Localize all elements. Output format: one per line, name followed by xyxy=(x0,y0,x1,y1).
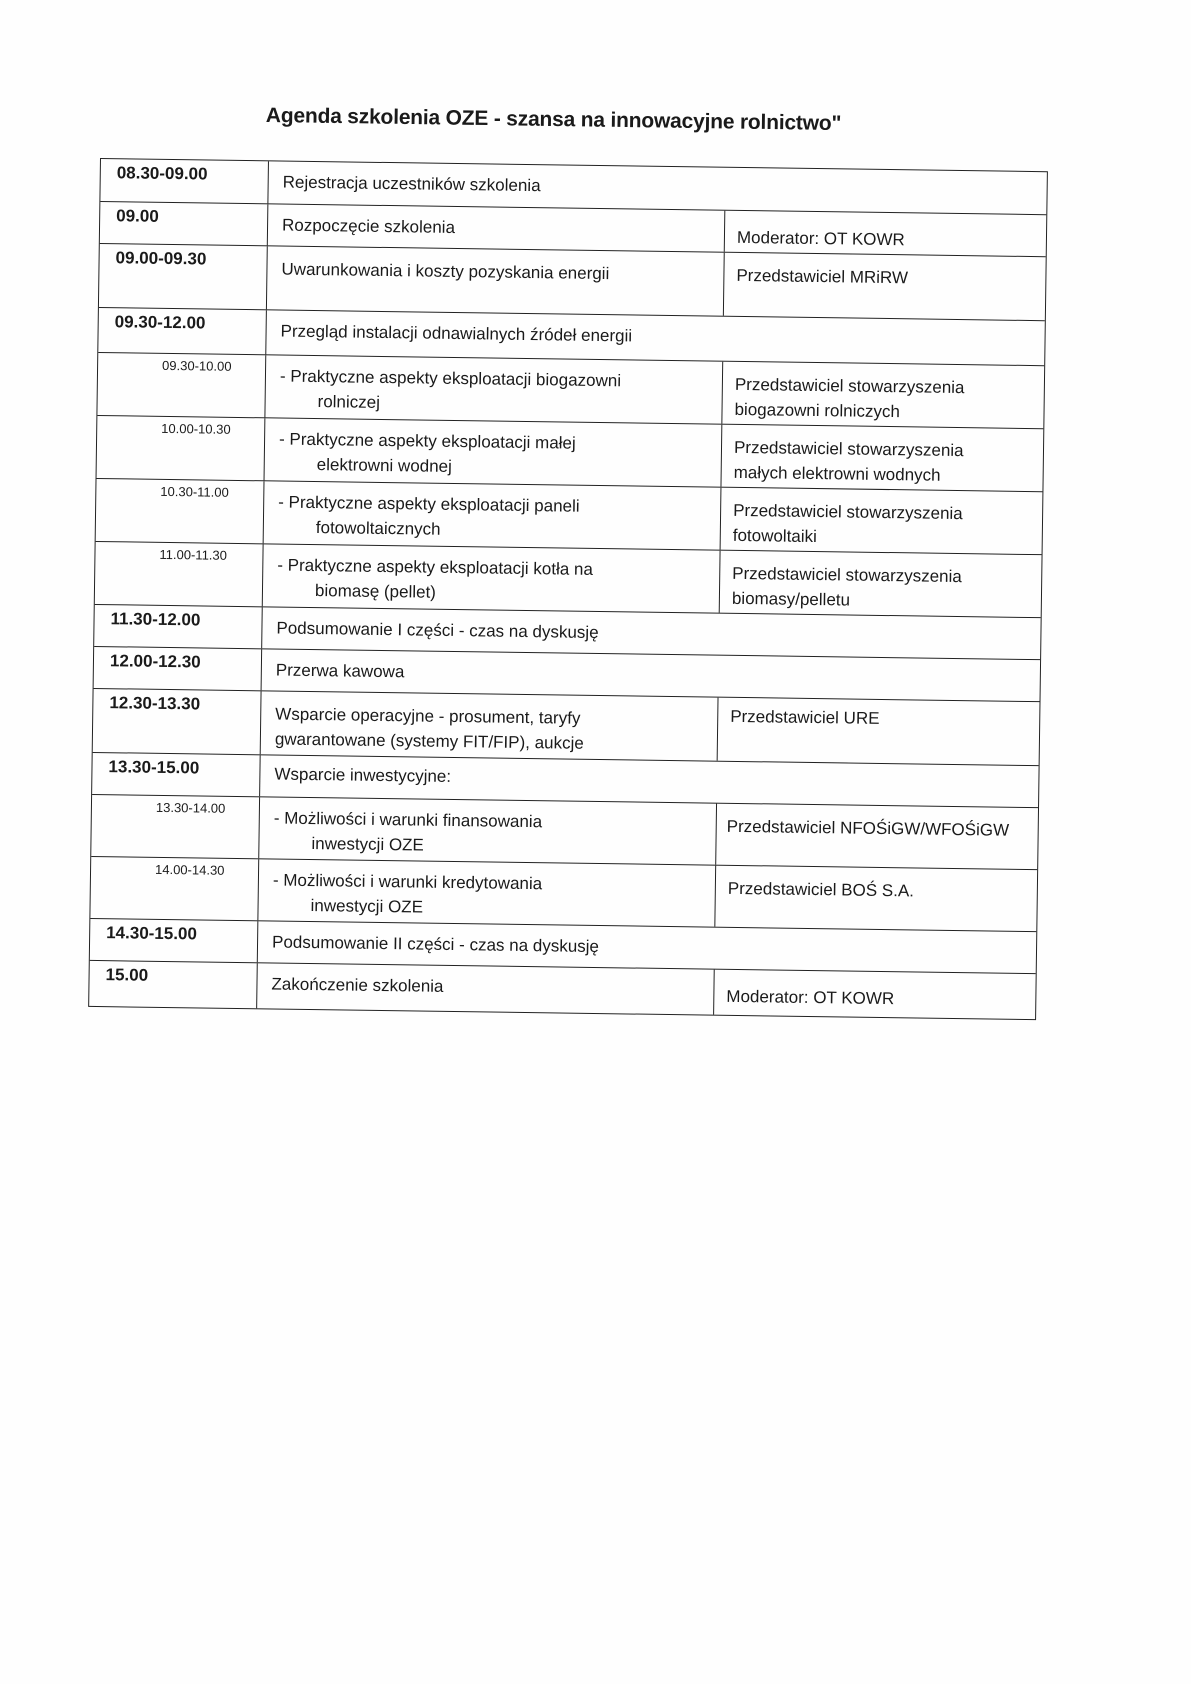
agenda-row xyxy=(95,541,1042,617)
description-cell: Uwarunkowania i koszty pozyskania energii xyxy=(281,259,610,284)
time-cell: 11.00-11.30 xyxy=(95,542,264,606)
description-cell: Zakończenie szkolenia xyxy=(271,974,444,996)
description-line: - Praktyczne aspekty eksploatacji małej xyxy=(278,429,576,453)
agenda-table xyxy=(88,158,1048,1020)
time-cell: 09.00-09.30 xyxy=(99,244,268,309)
description-line: rolniczej xyxy=(317,392,381,412)
agenda-title: Agenda szkolenia OZE - szansa na innowacyjne rolnictwo" xyxy=(265,104,842,136)
description-cell: Podsumowanie II części - czas na dyskusję xyxy=(271,932,600,957)
responsible-line: Przedstawiciel stowarzyszenia xyxy=(733,500,963,524)
description-line: - Praktyczne aspekty eksploatacji paneli xyxy=(278,492,580,516)
responsible-line: Przedstawiciel stowarzyszenia xyxy=(733,437,964,461)
description-line: inwestycji OZE xyxy=(310,896,424,917)
description-cell: Przerwa kawowa xyxy=(275,660,405,682)
description-cell xyxy=(259,797,716,864)
agenda-row xyxy=(97,415,1044,491)
time-cell: 13.30-15.00 xyxy=(92,753,261,796)
description-line: - Możliwości i warunki finansowania xyxy=(273,808,543,832)
responsible-cell xyxy=(719,551,1042,617)
responsible-cell: Moderator: OT KOWR xyxy=(713,970,1036,1019)
time-cell: 14.00-14.30 xyxy=(90,857,259,920)
description-cell: Podsumowanie I części - czas na dyskusję xyxy=(276,618,599,643)
description-cell xyxy=(265,418,722,486)
responsible-line: biomasy/pelletu xyxy=(731,588,851,610)
time-cell: 12.00-12.30 xyxy=(94,647,263,690)
description-line: inwestycji OZE xyxy=(311,834,424,855)
description-line: - Praktyczne aspekty eksploatacji biogazowni xyxy=(279,366,622,391)
description-cell xyxy=(258,859,715,926)
responsible-cell xyxy=(721,362,1044,428)
description-cell: Rejestracja uczestników szkolenia xyxy=(282,172,541,196)
responsible-line: małych elektrowni wodnych xyxy=(733,462,941,485)
responsible-cell: Przedstawiciel NFOŚiGW/WFOŚiGW xyxy=(715,804,1038,869)
agenda-row xyxy=(96,478,1043,554)
description-cell xyxy=(263,544,720,612)
time-cell: 11.30-12.00 xyxy=(94,605,263,648)
agenda-row xyxy=(99,243,1046,320)
description-cell xyxy=(264,481,721,549)
time-cell: 10.00-10.30 xyxy=(97,416,266,480)
description-cell: Rozpoczęcie szkolenia xyxy=(281,215,456,237)
description-line: gwarantowane (systemy FIT/FIP), aukcje xyxy=(274,729,584,753)
description-line: biomasę (pellet) xyxy=(314,581,437,602)
description-cell xyxy=(261,691,718,760)
agenda-row xyxy=(97,352,1044,428)
responsible-line: Przedstawiciel stowarzyszenia xyxy=(732,563,962,587)
time-cell: 13.30-14.00 xyxy=(91,795,260,858)
time-cell: 08.30-09.00 xyxy=(100,159,269,203)
time-cell: 09.30-12.00 xyxy=(98,308,267,354)
time-cell: 15.00 xyxy=(89,961,258,1008)
time-cell: 10.30-11.00 xyxy=(96,479,265,543)
responsible-cell xyxy=(720,425,1043,491)
responsible-line: biogazowni rolniczych xyxy=(734,399,901,422)
responsible-cell: Przedstawiciel URE xyxy=(717,698,1040,765)
agenda-row xyxy=(90,856,1037,931)
responsible-cell: Moderator: OT KOWR xyxy=(724,211,1047,256)
description-cell xyxy=(265,355,722,423)
description-line: fotowoltaicznych xyxy=(315,518,441,539)
responsible-cell: Przedstawiciel MRiRW xyxy=(723,253,1046,320)
responsible-line: Przedstawiciel stowarzyszenia xyxy=(734,374,965,398)
description-cell: Przegląd instalacji odnawialnych źródeł energii xyxy=(280,321,633,346)
time-cell: 12.30-13.30 xyxy=(93,689,262,754)
time-cell: 09.30-10.00 xyxy=(97,353,266,417)
time-cell: 14.30-15.00 xyxy=(90,919,259,962)
responsible-line: fotowoltaiki xyxy=(732,525,818,547)
responsible-cell xyxy=(720,488,1043,554)
description-cell: Wsparcie inwestycyjne: xyxy=(274,764,452,786)
time-cell: 09.00 xyxy=(100,202,269,245)
responsible-cell: Przedstawiciel BOŚ S.A. xyxy=(714,866,1037,931)
agenda-row xyxy=(91,794,1038,869)
description-line: - Praktyczne aspekty eksploatacji kotła na xyxy=(277,555,594,579)
description-line: elektrowni wodnej xyxy=(316,455,453,476)
description-line: - Możliwości i warunki kredytowania xyxy=(272,870,543,894)
description-line: Wsparcie operacyjne - prosument, taryfy xyxy=(275,704,581,728)
agenda-row xyxy=(93,688,1040,765)
